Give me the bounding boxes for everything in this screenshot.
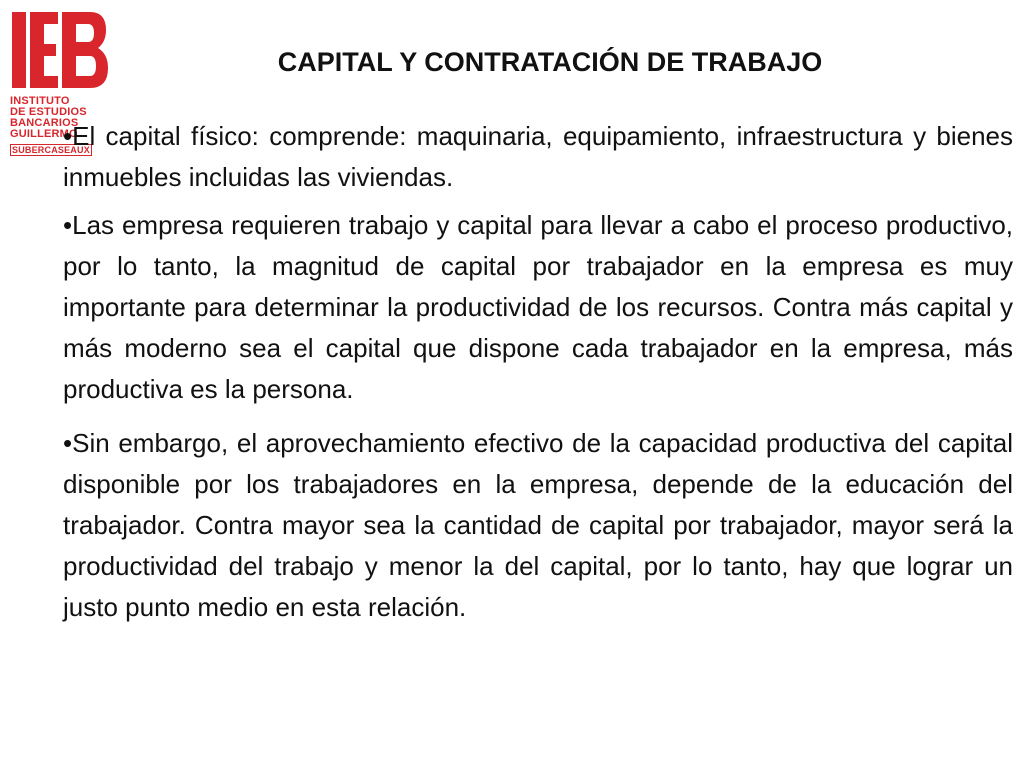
logo-line-4: GUILLERMO bbox=[10, 128, 78, 140]
bullet-paragraph-3: •Sin embargo, el aprovechamiento efectivo de la capacidad productiva del capital disponible por los trabajadores en la empresa, depende de la educación del trabajador. Contra mayor sea la cantidad de capital por trabajador, mayor será la productividad del trabajo y menor la del capital, por lo tanto, hay que lograr un justo punto medio en esta relación. bbox=[63, 428, 1013, 622]
slide-body bbox=[63, 116, 1013, 628]
logo-line-2: DE ESTUDIOS bbox=[10, 106, 87, 118]
ieb-logo-mark-icon bbox=[10, 10, 110, 90]
bullet-paragraph-1: •El capital físico: comprende: maquinaria, equipamiento, infraestructura y bienes inmuebles incluidas las viviendas. bbox=[63, 121, 1013, 192]
slide-title: CAPITAL Y CONTRATACIÓN DE TRABAJO bbox=[277, 47, 823, 77]
bullet-paragraph-2: •Las empresa requieren trabajo y capital para llevar a cabo el proceso productivo, por lo tanto, la magnitud de capital por trabajador en la empresa es muy importante para determinar la productividad de los recursos. Contra más capital y más moderno sea el capital que dispone cada trabajador en la empresa, más productiva es la persona. bbox=[63, 210, 1013, 404]
logo-line-5: SUBERCASEAUX bbox=[12, 145, 90, 155]
logo-line-1: INSTITUTO bbox=[10, 95, 70, 107]
logo-line-3: BANCARIOS bbox=[10, 117, 79, 129]
